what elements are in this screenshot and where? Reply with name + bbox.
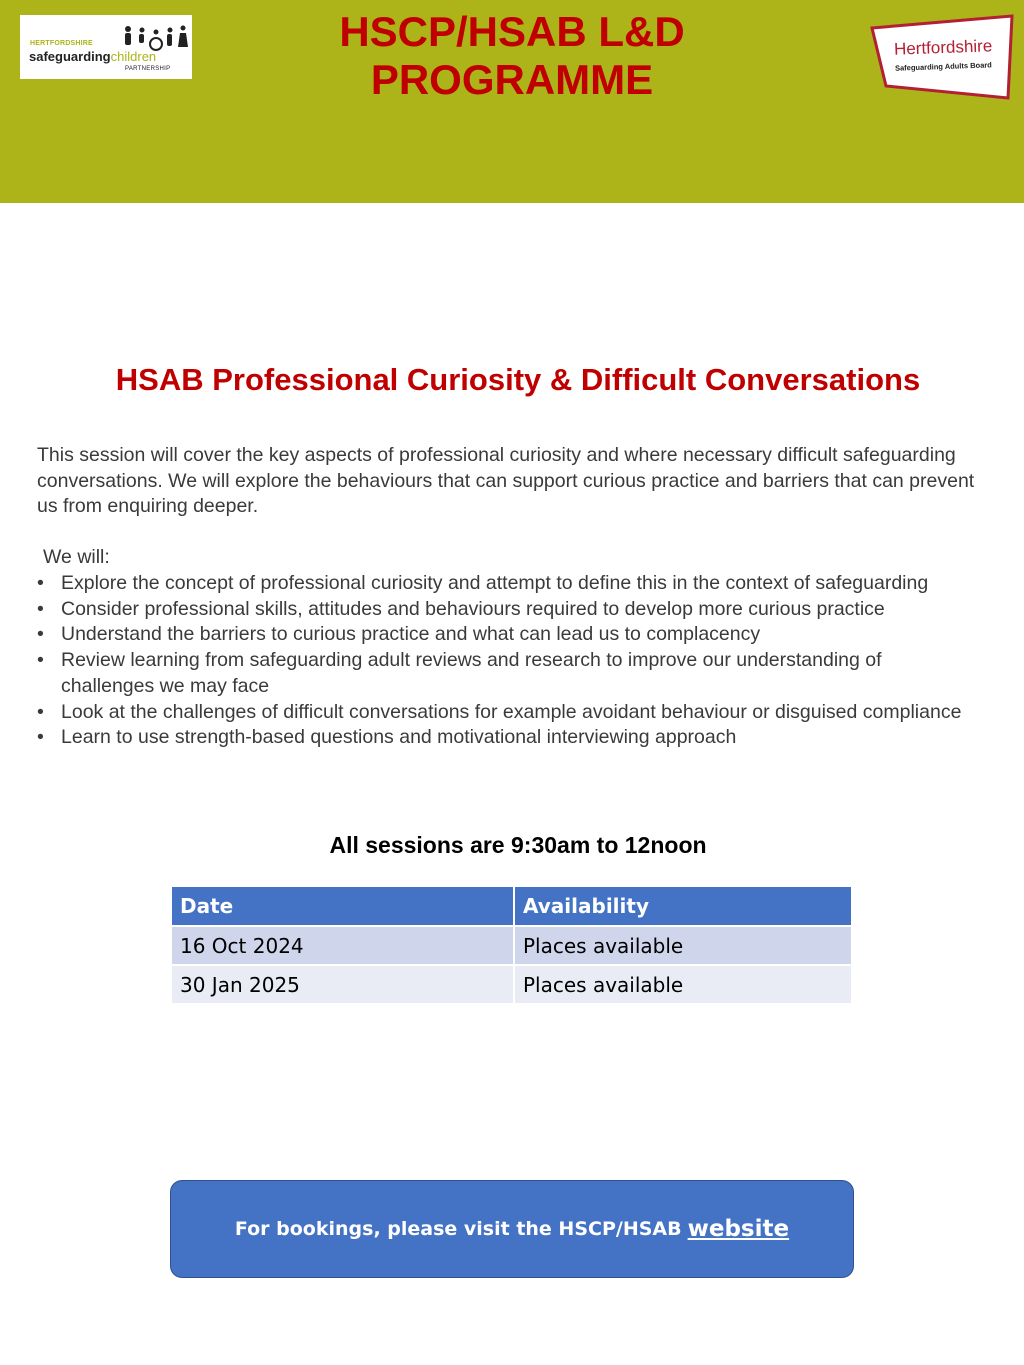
list-item: • Consider professional skills, attitudes and behaviours required to develop more curious practice: [37, 597, 885, 620]
sessions-table: [170, 885, 853, 1005]
booking-box: [170, 1180, 854, 1278]
logo-sub-text: PARTNERSHIP: [125, 66, 171, 72]
hertfordshire-safeguarding-adults-board-logo: Hertfordshire Safeguarding Adults Board: [868, 14, 1014, 100]
course-title: HSAB Professional Curiosity & Difficult Conversations: [115, 362, 921, 397]
course-intro: This session will cover the key aspects of professional curiosity and where necessary difficult safeguarding conversations. We will explore the behaviours that can support curious practice and barriers that can prevent us from enquiring deeper.: [37, 444, 975, 518]
page-title: HSCP/HSAB L&D PROGRAMME: [339, 8, 685, 103]
logo-small-text: HERTFORDSHIRE: [30, 40, 93, 47]
column-header-availability: Availability: [514, 886, 852, 926]
people-figures-icon: [120, 25, 190, 51]
we-will-heading: We will:: [43, 546, 110, 568]
list-item: • Understand the barriers to curious practice and what can lead us to complacency: [37, 623, 761, 646]
column-header-date: Date: [171, 886, 514, 926]
table-row: [171, 965, 852, 1004]
cell-date: 16 Oct 2024: [171, 926, 514, 965]
table-row: [171, 926, 852, 965]
objectives-list: [37, 571, 977, 751]
list-item: • Explore the concept of professional curiosity and attempt to define this in the context of safeguarding: [37, 572, 929, 594]
logo-main-text: safeguardingchildren: [29, 49, 157, 64]
list-item: • Review learning from safeguarding adult reviews and research to improve our understanding of challenges we may face: [37, 649, 882, 697]
list-item: • Learn to use strength-based questions and motivational interviewing approach: [37, 726, 737, 749]
table-header-row: [171, 886, 852, 926]
booking-text: For bookings, please visit the HSCP/HSAB: [234, 1218, 682, 1240]
cell-availability: Places available: [514, 926, 852, 965]
website-link[interactable]: website: [687, 1216, 790, 1242]
cell-availability: Places available: [514, 965, 852, 1004]
cell-date: 30 Jan 2025: [171, 965, 514, 1004]
session-times: All sessions are 9:30am to 12noon: [329, 832, 707, 858]
safeguarding-children-partnership-logo: [20, 15, 192, 79]
list-item: • Look at the challenges of difficult conversations for example avoidant behaviour or disguised compliance: [37, 700, 962, 723]
